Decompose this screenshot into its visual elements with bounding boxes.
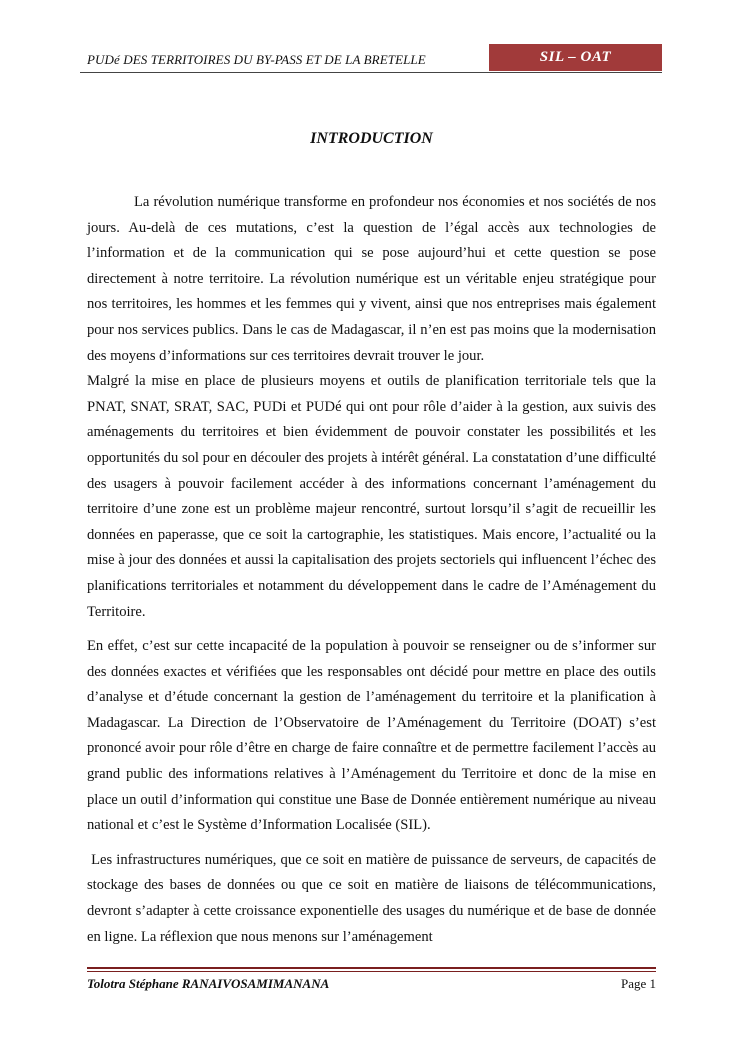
paragraph-2: Malgré la mise en place de plusieurs moyens et outils de planification territoriale tels que la PNAT, SNAT, SRAT, SAC, PUDi et PUDé qui ont pour rôle d’aider à la gestion, aux suivis des aménagements du territoires et bien évidemment de pouvoir constater les possibilités et les opportunités du sol pour en découler des projets à intérêt général. La constatation d’une difficulté des usagers à pouvoir facilement accéder à des informations concernant l’aménagement du territoire d’une zone est un problème majeur rencontré, surtout lorsqu’il s’agit de recueillir les données en paperasse, que ce soit la cartographie, les statistiques. Mais encore, l’actualité ou la mise à jour des données et aussi la capitalisation des projets sectoriels qui influencent l’échec des planifications territoriales et notamment du développement dans le cadre de l’Aménagement du Territoire. — [87, 373, 656, 620]
page-number: Page 1 — [620, 976, 656, 991]
page-header — [87, 44, 662, 74]
header-title: PUDé DES TERRITOIRES DU BY-PASS ET DE LA BRETELLE — [87, 52, 426, 67]
header-badge: SIL – OAT — [489, 44, 662, 71]
paragraph-3: En effet, c’est sur cette incapacité de la population à pouvoir se renseigner ou de s’informer sur des données exactes et vérifiées que les responsables ont décidé pour mettre en place des outils d’analyse et d’étude concernant la gestion de l’aménagement du territoire et la planification à Madagascar. La Direction de l’Observatoire de l’Aménagement du Territoire (DOAT) s’est prononcé avoir pour rôle d’être en charge de faire connaître et de permettre facilement l’accès au grand public des informations relatives à l’Aménagement du Territoire et donc de la mise en place un outil d’information qui constitue une Base de Donnée entièrement numérique au niveau national et c’est le Système d’Information Localisée (SIL). — [87, 638, 656, 834]
header-rule — [80, 72, 662, 73]
footer-rule-thick — [87, 967, 656, 969]
paragraph-4: Les infrastructures numériques, que ce soit en matière de puissance de serveurs, de capacités de stockage des bases de données ou que ce soit en matière de liaisons de télécommunications, devront s’adapter à cette croissance exponentielle des usages du numérique et de base de donnée en ligne. La réflexion que nous menons sur l’aménagement — [87, 851, 660, 945]
footer-rule-thin — [87, 971, 656, 972]
paragraph-1: La révolution numérique transforme en profondeur nos économies et nos sociétés de nos jours. Au-delà de ces mutations, c’est la question de l’égal accès aux technologies de l’information et de la communication qui se pose aujourd’hui et cette question se pose directement à notre territoire. La révolution numérique est un véritable enjeu stratégique pour nos territoires, les hommes et les femmes qui y vivent, ainsi que nos entreprises mais également pour nos services publics. Dans le cas de Madagascar, il n’en est pas moins que la modernisation des moyens d’informations sur ces territoires devrait trouver le jour. — [87, 194, 656, 364]
footer-author: Tolotra Stéphane RANAIVOSAMIMANANA — [87, 976, 330, 991]
section-title: INTRODUCTION — [310, 130, 433, 147]
body-text — [87, 190, 660, 950]
